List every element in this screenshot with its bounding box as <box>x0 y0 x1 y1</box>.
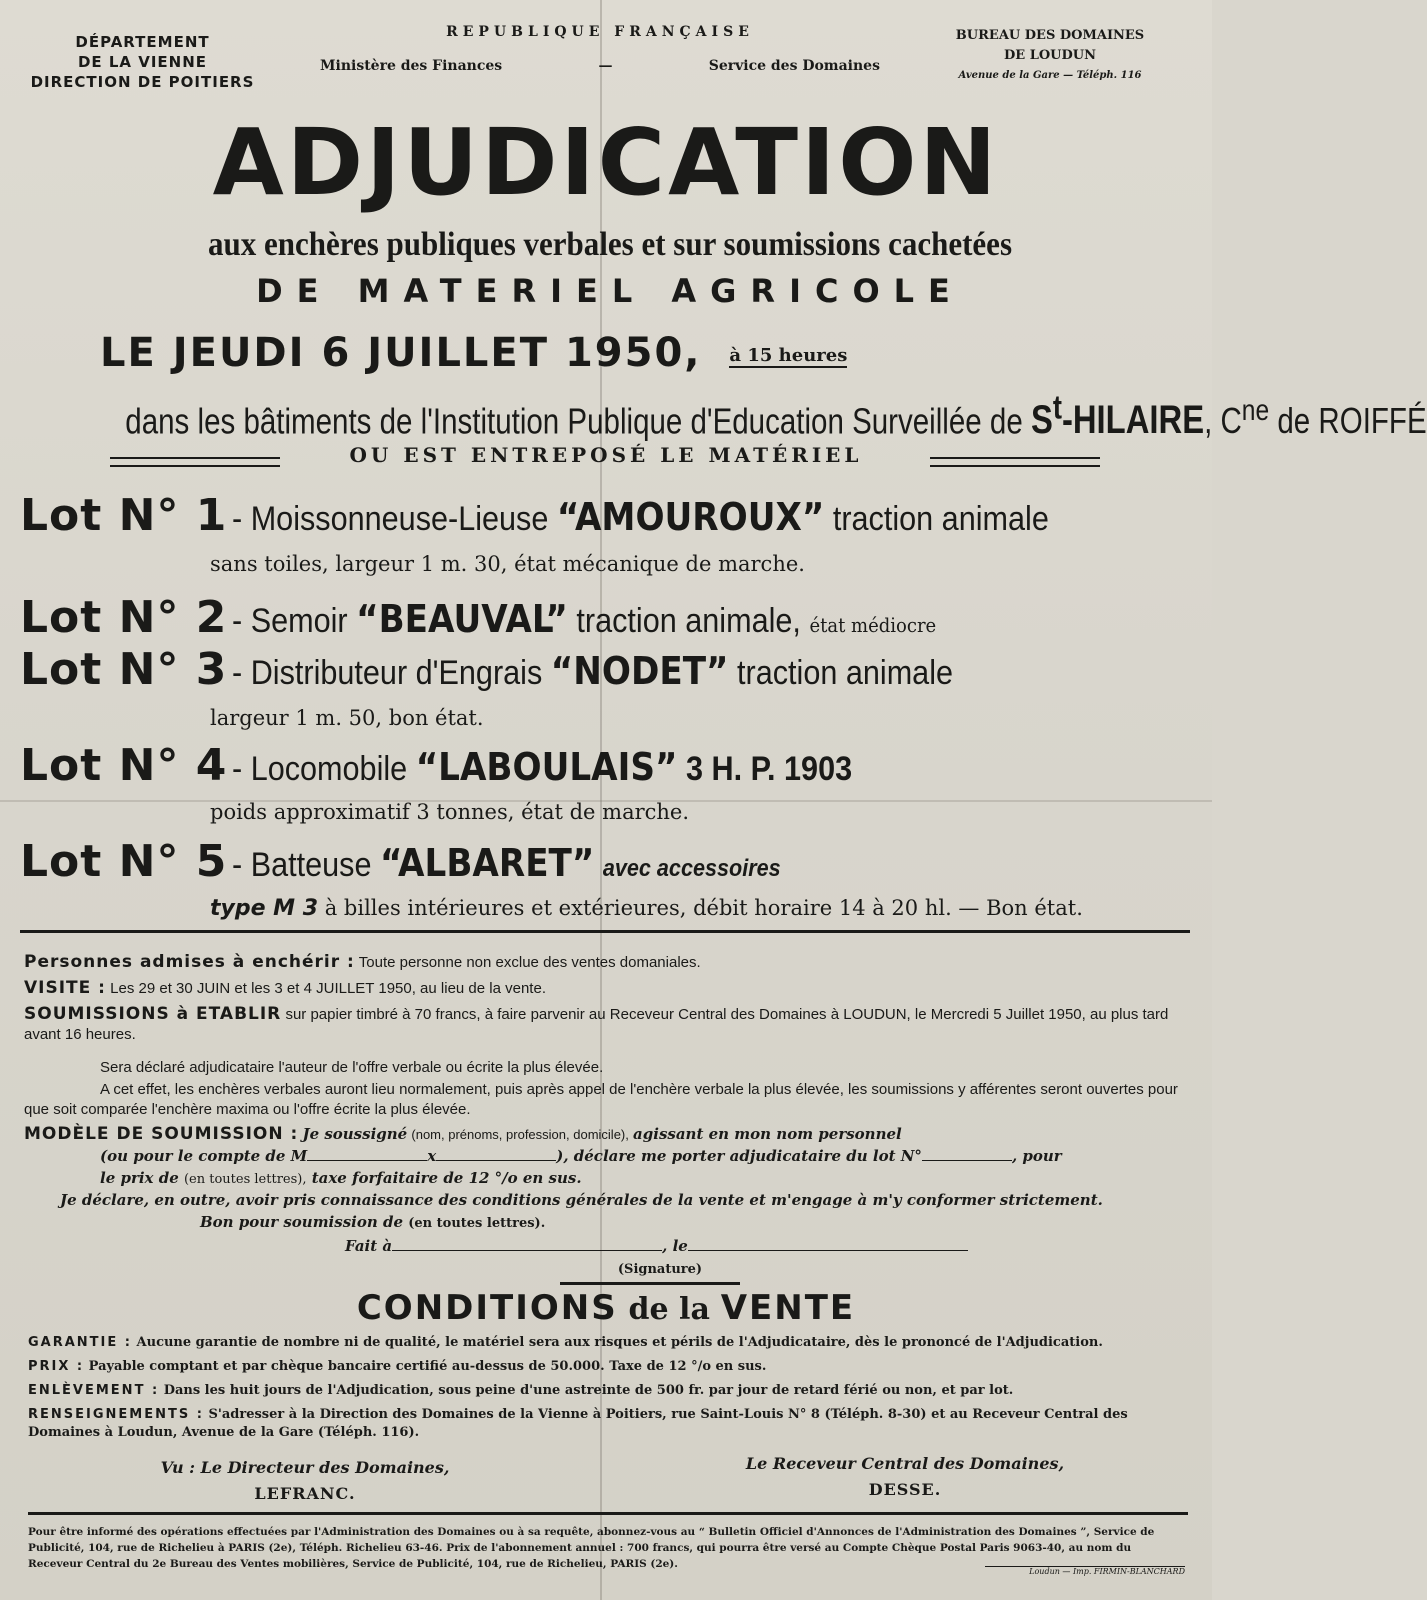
personnes-admises <box>24 952 1194 973</box>
lot-description: - Semoir <box>232 602 349 640</box>
lot-number: Lot N° 4 <box>20 740 228 791</box>
bureau-address: Avenue de la Gare — Téléph. 116 <box>958 70 1142 81</box>
lot-3-details: largeur 1 m. 50, bon état. <box>210 706 484 730</box>
header-vienne-line: DE LA VIENNE <box>77 53 208 71</box>
blank-field[interactable] <box>922 1146 1012 1161</box>
lot-number: Lot N° 1 <box>20 490 228 541</box>
lot-brand: “AMOUROUX” <box>557 495 825 539</box>
fait-a-label: Fait à <box>345 1237 393 1255</box>
auction-date <box>100 330 1180 376</box>
lot-3 <box>20 644 1190 695</box>
visite-label: VISITE : <box>24 978 106 998</box>
condition-enlevement <box>28 1382 1188 1400</box>
section-divider <box>20 930 1190 933</box>
de-la-word: de la <box>628 1292 710 1327</box>
lot-description: - Moissonneuse-Lieuse <box>232 500 549 538</box>
condition-prix <box>28 1358 1188 1376</box>
lot-1-details: sans toiles, largeur 1 m. 30, état mécanique de marche. <box>210 552 805 576</box>
lot-4 <box>20 740 1190 791</box>
prix-text: Payable comptant et par chèque bancaire certifié au-dessus de 50.000. Taxe de 12 °/o en sus. <box>88 1359 767 1374</box>
modele-line-4: Je déclare, en outre, avoir pris connaissance des conditions générales de la vente et m'engage à m'y conformer strictement. <box>60 1191 1103 1209</box>
lot-description: - Batteuse <box>232 846 372 884</box>
loudun-line: DE LOUDUN <box>1003 48 1096 63</box>
receveur-title: Le Receveur Central des Domaines, <box>745 1454 1065 1473</box>
lot-type: type M 3 <box>210 896 319 921</box>
soumissions-text: sur papier timbré à 70 francs, à faire parvenir au Receveur Central des Domaines à LOUDUN, le Mercredi 5 Juillet 1950, au plus tard avant 16 heures. <box>24 1006 1169 1043</box>
modele-compte: (ou pour le compte de M <box>100 1147 308 1165</box>
soumissions <box>24 1004 1194 1045</box>
modele-lettres: (en toutes lettres). <box>408 1216 546 1231</box>
garantie-text: Aucune garantie de nombre ni de qualité, le matériel sera aux risques et périls de l'Adjudicataire, dès le prononcé de l'Adjudication. <box>136 1335 1103 1350</box>
location-place: $S^t$-HILAIRE <box>1030 390 1205 443</box>
visite <box>24 978 1194 999</box>
location-prefix: dans les bâtiments de l'Institution Publique d'Education Surveillée de <box>125 400 1023 442</box>
enlevement-text: Dans les huit jours de l'Adjudication, sous peine d'une astreinte de 500 fr. par jour de retard férié ou non, et par lot. <box>163 1383 1014 1398</box>
renseignements-label: RENSEIGNEMENTS : <box>28 1407 204 1422</box>
poster-subtitle: aux enchères publiques verbales et sur soumissions cachetées <box>207 224 1013 263</box>
signature-label: (Signature) <box>617 1262 703 1277</box>
lot-number: Lot N° 5 <box>20 836 228 887</box>
modele-toutes-lettres: (en toutes lettres), <box>183 1172 307 1187</box>
prix-label: PRIX : <box>28 1359 85 1374</box>
auction-time: à 15 heures <box>729 344 848 366</box>
auction-date-text: LE JEUDI 6 JUILLET 1950, <box>100 330 702 376</box>
auction-location <box>125 390 1427 443</box>
modele-soussigne: Je soussigné <box>302 1125 408 1143</box>
header-bureau <box>930 26 1170 86</box>
poster-title: ADJUDICATION <box>212 109 1000 216</box>
modele-agissant: agissant en mon nom personnel <box>633 1125 902 1143</box>
signature-rule <box>560 1282 740 1285</box>
modele-pour: , pour <box>1011 1147 1062 1165</box>
condition-renseignements <box>28 1406 1188 1442</box>
blank-field-date[interactable] <box>688 1236 968 1251</box>
blank-field-lieu[interactable] <box>392 1236 662 1251</box>
blank-field[interactable] <box>436 1146 556 1161</box>
header-departement-line: DÉPARTEMENT <box>75 33 210 51</box>
lot-brand: “LABOULAIS” <box>416 745 678 789</box>
header-dash: — <box>598 58 613 74</box>
lot-accessories: avec accessoires <box>603 855 782 882</box>
lot-2 <box>20 592 1190 643</box>
soumissions-p2: A cet effet, les enchères verbales auront lieu normalement, puis après appel de l'enchère verbale la plus élevée, les soumissions y afférentes seront ouvertes pour que soit comparée l'enchère maxima ou l'offre écrite la plus élevée. <box>24 1081 1178 1118</box>
personnes-label: Personnes admises à enchérir : <box>24 952 355 972</box>
header-direction-line: DIRECTION DE POITIERS <box>30 73 255 91</box>
modele-line-3 <box>100 1168 1190 1190</box>
lot-5-description: à billes intérieures et extérieures, débit horaire 14 à 20 hl. — Bon état. <box>324 896 1083 920</box>
header-republique <box>320 24 880 74</box>
footer-divider <box>28 1512 1188 1515</box>
header-departement <box>20 32 265 92</box>
le-label: , le <box>662 1237 688 1255</box>
lot-1 <box>20 490 1190 541</box>
personnes-text: Toute personne non exclue des ventes domaniales. <box>358 954 701 971</box>
renseignements-text: S'adresser à la Direction des Domaines de la Vienne à Poitiers, rue Saint-Louis N° 8 (Téléph. 8-30) et au Receveur Central des Domaines à Loudun, Avenue de la Gare (Téléph. 116). <box>28 1407 1128 1440</box>
conditions-word: CONDITIONS <box>356 1288 618 1328</box>
modele-fait <box>345 1236 1045 1256</box>
poster-subtitle-materiel: DE MATERIEL AGRICOLE <box>256 272 964 310</box>
condition-garantie <box>28 1334 1188 1352</box>
modele-soumission <box>24 1124 1194 1145</box>
lot-description: - Distributeur d'Engrais <box>232 654 543 692</box>
lot-4-details: poids approximatif 3 tonnes, état de marche. <box>210 800 690 824</box>
lot-traction: traction animale <box>833 500 1050 538</box>
modele-label: MODÈLE DE SOUMISSION : <box>24 1124 299 1144</box>
soumissions-label: SOUMISSIONS à ETABLIR <box>24 1004 282 1024</box>
footer-bulletin: Pour être informé des opérations effectuées par l'Administration des Domaines ou à sa requête, abonnez-vous au “ Bulletin Officiel d'Annonces de l'Administration des Domaines ”, Service de Publicité, 104, rue de Richelieu à PARIS (2e), Téléph. Richelieu 63-46. Prix de l'abonnement annuel : 700 francs, qui pourra être versé au Compte Chèque Postal Paris 9063-40, au nom du Receveur Central du 2e Bureau des Ventes mobilières, Service de Publicité, 104, rue de Richelieu, PARIS (2e). <box>28 1526 1155 1570</box>
directeur-name: LEFRANC. <box>254 1484 356 1503</box>
visite-text: Les 29 et 30 JUIN et les 3 et 4 JUILLET 1950, au lieu de la vente. <box>110 980 546 997</box>
double-rule-right <box>930 457 1100 467</box>
modele-x: x <box>427 1147 437 1165</box>
enlevement-label: ENLÈVEMENT : <box>28 1383 160 1398</box>
lot-brand: “BEAUVAL” <box>356 597 569 641</box>
lot-brand: “NODET” <box>551 649 729 693</box>
lot-brand: “ALBARET” <box>380 841 595 885</box>
modele-taxe: taxe forfaitaire de 12 °/o en sus. <box>311 1169 582 1187</box>
lot-5 <box>20 836 1190 887</box>
lot-traction: traction animale <box>737 654 954 692</box>
ministere-finances: Ministère des Finances <box>320 58 503 74</box>
directeur-title: Vu : Le Directeur des Domaines, <box>160 1458 450 1477</box>
conditions-title <box>0 1288 1212 1328</box>
lot-number: Lot N° 3 <box>20 644 228 695</box>
lot-power: 3 H. P. 1903 <box>686 750 853 788</box>
lot-5-details <box>210 896 1083 921</box>
garantie-label: GARANTIE : <box>28 1335 132 1350</box>
modele-line-5 <box>200 1212 1100 1234</box>
modele-identity: (nom, prénoms, profession, domicile), <box>411 1127 629 1142</box>
lot-condition: état médiocre <box>809 613 937 637</box>
receveur-name: DESSE. <box>868 1480 942 1499</box>
lot-number: Lot N° 2 <box>20 592 228 643</box>
service-domaines: Service des Domaines <box>708 58 880 74</box>
blank-field[interactable] <box>307 1146 427 1161</box>
modele-prix: le prix de <box>100 1169 179 1187</box>
modele-declare: ), déclare me porter adjudicataire du lot N° <box>556 1147 922 1165</box>
lot-description: - Locomobile <box>232 750 408 788</box>
bureau-line: BUREAU DES DOMAINES <box>955 28 1145 43</box>
printer-imprint: Loudun — Imp. FIRMIN-BLANCHARD <box>985 1566 1185 1576</box>
republique-francaise: REPUBLIQUE FRANÇAISE <box>446 24 754 40</box>
modele-line-2 <box>100 1146 1190 1166</box>
modele-bon-pour: Bon pour soumission de <box>200 1213 404 1231</box>
soumissions-p1: Sera déclaré adjudicataire l'auteur de l'offre verbale ou écrite la plus élevée. <box>100 1059 604 1076</box>
lot-traction: traction animale, <box>576 602 802 640</box>
vente-word: VENTE <box>720 1288 856 1328</box>
location-commune: , $C^{ne}$ de ROIFFÉ <box>1204 394 1427 442</box>
entrepose-line: OU EST ENTREPOSÉ LE MATÉRIEL <box>349 443 863 467</box>
